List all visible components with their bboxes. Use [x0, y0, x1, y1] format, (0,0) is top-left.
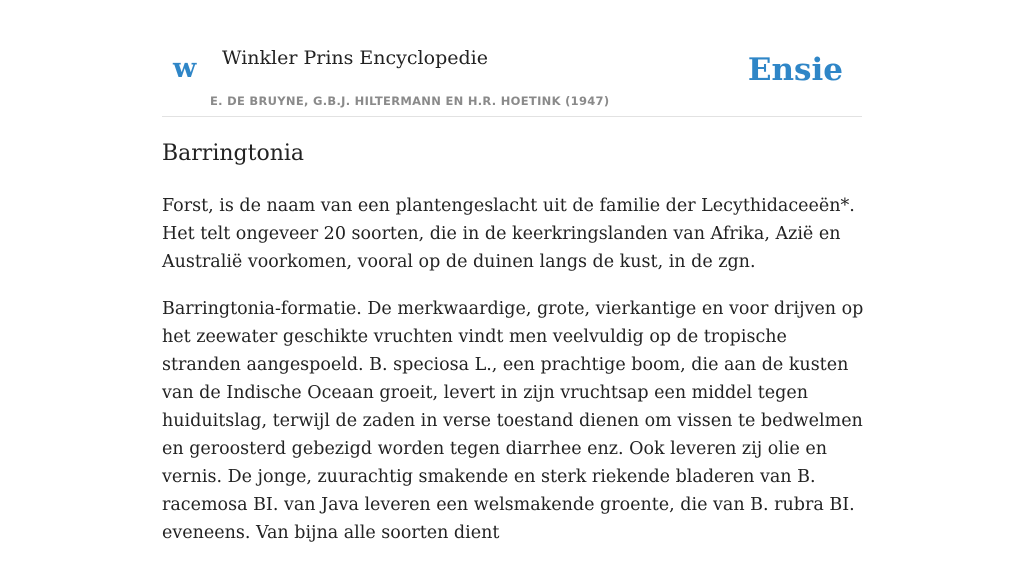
- book-title-link[interactable]: Winkler Prins Encyclopedie: [222, 47, 488, 69]
- article-paragraph: Forst, is de naam van een plantengeslacht uit de familie der Lecythidaceeën*. Het telt ongeveer 20 soorten, die in de keerkringslanden van Afrika, Azië en Australië voorkomen, vooral op de duinen langs de kust, in de zgn.: [162, 196, 855, 272]
- book-authors: E. DE BRUYNE, G.B.J. HILTERMANN EN H.R. HOETINK (1947): [210, 94, 610, 108]
- winkler-prins-logo[interactable]: w: [173, 53, 197, 84]
- article-paragraph: Barringtonia-formatie. De merkwaardige, grote, vierkantige en voor drijven op het zeewater geschikte vruchten vindt men veelvuldig op de tropische stranden aangespoeld. B. speciosa L., een prachtige boom, die aan de kusten van de Indische Oceaan groeit, levert in zijn vruchtsap een middel tegen huiduitslag, terwijl de zaden in verse toestand dienen om vissen te bedwelmen en geroosterd gebezigd worden tegen diarrhee enz. Ook leveren zij olie en vernis. De jonge, zuurachtig smakende en sterk riekende bladeren van B. racemosa BI. van Java leveren een welsmakende groente, die van B. rubra BI. eveneens. Van bijna alle soorten dient: [162, 299, 864, 543]
- ensie-brand-logo[interactable]: Ensie: [747, 52, 843, 88]
- site-header: [162, 0, 862, 117]
- article-body: [162, 192, 866, 566]
- article-title: Barringtonia: [162, 141, 305, 166]
